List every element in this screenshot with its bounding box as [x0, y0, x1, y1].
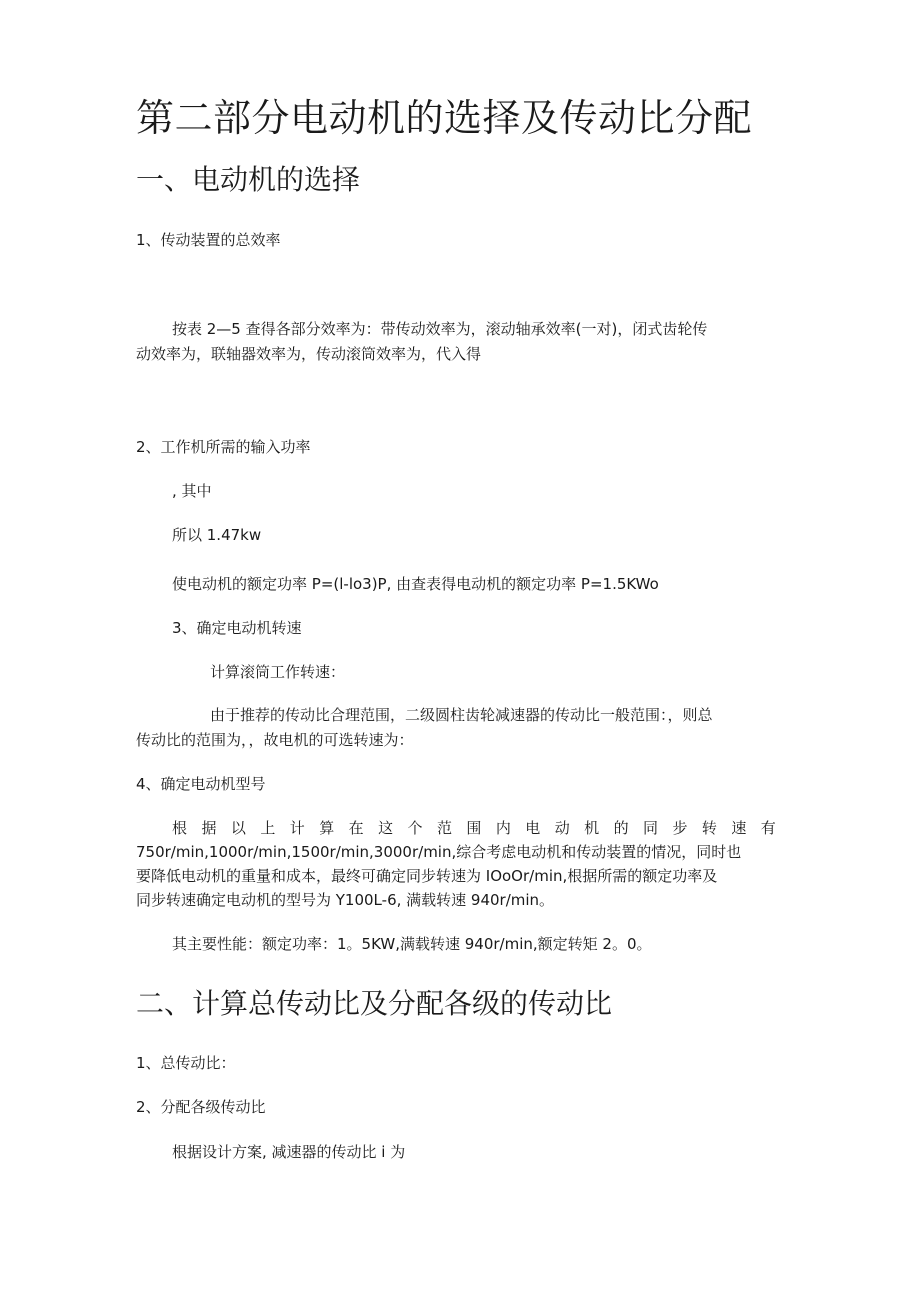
item-title-total-ratio: 1、总传动比：	[136, 1054, 236, 1072]
paragraph-model-line-2: 750r/min,1000r/min,1500r/min,3000r/min,综合考虑电动机和传动装置的情况，同时也	[136, 843, 742, 861]
word: 有	[760, 819, 776, 837]
word: 电	[525, 819, 541, 837]
word: 这	[378, 819, 394, 837]
item-title-motor-speed: 3、确定电动机转速	[172, 619, 302, 637]
word: 个	[407, 819, 423, 837]
word: 根	[172, 819, 188, 837]
word: 范	[436, 819, 452, 837]
word: 据	[201, 819, 217, 837]
page-title: 第二部分电动机的选择及传动比分配	[136, 96, 753, 140]
word: 算	[319, 819, 335, 837]
word: 机	[584, 819, 600, 837]
word: 的	[613, 819, 629, 837]
text-power-result: 所以 1.47kw	[172, 526, 262, 544]
text-main-performance: 其主要性能：额定功率：1。5KW,满载转速 940r/min,额定转矩 2。0。	[172, 935, 652, 953]
paragraph-efficiency-line-2: 动效率为，联轴器效率为，传动滚筒效率为，代入得	[136, 345, 482, 363]
item-title-input-power: 2、工作机所需的输入功率	[136, 438, 311, 456]
item-title-total-efficiency: 1、传动装置的总效率	[136, 231, 281, 249]
paragraph-speed-line-1: 由于推荐的传动比合理范围，二级圆柱齿轮减速器的传动比一般范围：，则总	[210, 706, 713, 724]
section-heading-motor-selection: 一、电动机的选择	[136, 163, 361, 196]
word: 步	[672, 819, 688, 837]
item-title-distribute-ratio: 2、分配各级传动比	[136, 1098, 266, 1116]
item-title-motor-model: 4、确定电动机型号	[136, 775, 266, 793]
paragraph-speed-line-2: 传动比的范围为，，故电机的可选转速为：	[136, 731, 414, 749]
text-drum-speed: 计算滚筒工作转速：	[210, 663, 346, 681]
word: 同	[643, 819, 659, 837]
word: 速	[731, 819, 747, 837]
paragraph-model-line-4: 同步转速确定电动机的型号为 Y100L-6, 满载转速 940r/min。	[136, 891, 555, 909]
paragraph-model-line-3: 要降低电动机的重量和成本，最终可确定同步转速为 IOoOr/min,根据所需的额定功率及	[136, 867, 718, 885]
text-reducer-ratio: 根据设计方案, 减速器的传动比 i 为	[172, 1143, 406, 1161]
word: 上	[260, 819, 276, 837]
word: 计	[289, 819, 305, 837]
word: 转	[701, 819, 717, 837]
paragraph-efficiency-line-1: 按表 2—5 查得各部分效率为：带传动效率为，滚动轴承效率(一对)，闭式齿轮传	[172, 320, 708, 338]
paragraph-model-line-1	[172, 821, 776, 836]
text-where: , 其中	[172, 482, 212, 500]
text-rated-power: 使电动机的额定功率 P=(l-lo3)P, 由查表得电动机的额定功率 P=1.5KWo	[172, 575, 659, 593]
word: 内	[495, 819, 511, 837]
section-heading-transmission-ratio: 二、计算总传动比及分配各级的传动比	[136, 987, 613, 1020]
word: 在	[348, 819, 364, 837]
word: 动	[554, 819, 570, 837]
word: 以	[230, 819, 246, 837]
word: 围	[466, 819, 482, 837]
